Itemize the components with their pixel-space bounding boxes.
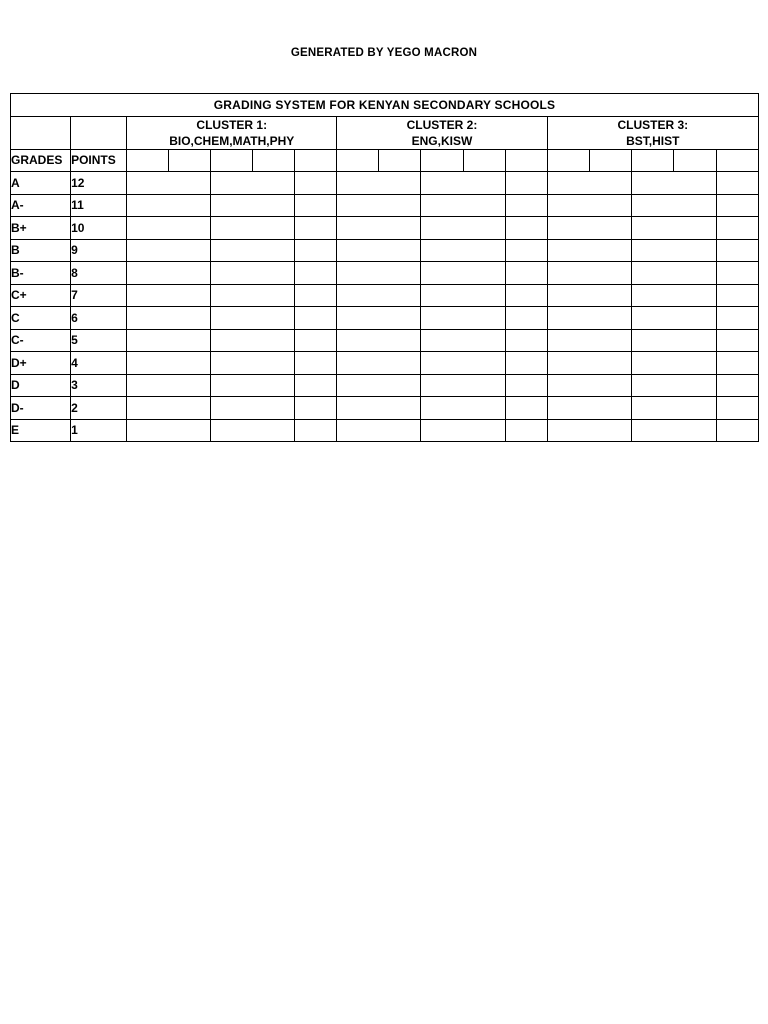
blank-cell — [253, 149, 295, 172]
blank-cell — [505, 397, 547, 420]
blank-cell — [127, 217, 211, 240]
blank-cell — [421, 397, 505, 420]
points-cell: 5 — [71, 329, 127, 352]
table-row — [11, 262, 759, 285]
blank-cell — [631, 397, 716, 420]
cluster-subjects: BST,HIST — [626, 133, 680, 148]
blank-cell — [631, 217, 716, 240]
points-cell: 4 — [71, 352, 127, 375]
points-cell: 6 — [71, 307, 127, 330]
points-cell: 12 — [71, 172, 127, 195]
blank-cell — [211, 194, 295, 217]
blank-cell — [505, 262, 547, 285]
blank-cell — [421, 307, 505, 330]
grade-cell: A — [11, 172, 71, 195]
grading-table — [10, 93, 759, 442]
cluster-3-header — [547, 116, 758, 149]
cluster-header-row — [11, 116, 759, 149]
blank-cell — [211, 239, 295, 262]
cluster-subjects: BIO,CHEM,MATH,PHY — [169, 133, 295, 148]
blank-cell — [211, 329, 295, 352]
blank-cell — [631, 194, 716, 217]
blank-cell — [127, 149, 169, 172]
table-row — [11, 397, 759, 420]
blank-cell — [295, 172, 337, 195]
blank-cell — [337, 419, 421, 442]
table-row — [11, 374, 759, 397]
blank-cell — [547, 307, 631, 330]
points-cell: 10 — [71, 217, 127, 240]
blank-cell — [505, 374, 547, 397]
grade-cell: E — [11, 419, 71, 442]
blank-cell — [716, 239, 758, 262]
blank-cell — [211, 374, 295, 397]
table-row — [11, 329, 759, 352]
blank-cell — [505, 217, 547, 240]
blank-cell — [295, 149, 337, 172]
blank-cell — [337, 262, 421, 285]
grade-cell: C- — [11, 329, 71, 352]
blank-cell — [295, 217, 337, 240]
blank-cell — [421, 352, 505, 375]
blank-cell — [421, 284, 505, 307]
blank-cell — [421, 262, 505, 285]
blank-cell — [589, 149, 631, 172]
table-row — [11, 284, 759, 307]
blank-cell — [295, 397, 337, 420]
blank-cell — [295, 307, 337, 330]
blank-cell — [379, 149, 421, 172]
blank-cell — [716, 172, 758, 195]
blank-cell — [211, 397, 295, 420]
blank-cell — [211, 172, 295, 195]
blank-cell — [716, 374, 758, 397]
blank-cell — [127, 239, 211, 262]
blank-cell — [337, 397, 421, 420]
points-cell: 7 — [71, 284, 127, 307]
blank-cell — [421, 149, 463, 172]
points-cell: 2 — [71, 397, 127, 420]
cluster-1-header — [127, 116, 337, 149]
blank-cell — [127, 329, 211, 352]
table-row — [11, 419, 759, 442]
grade-cell: B- — [11, 262, 71, 285]
blank-cell — [547, 194, 631, 217]
blank-cell — [295, 284, 337, 307]
blank-cell — [11, 116, 71, 149]
blank-cell — [716, 194, 758, 217]
blank-cell — [547, 217, 631, 240]
grade-cell: D — [11, 374, 71, 397]
blank-cell — [337, 172, 421, 195]
blank-cell — [631, 239, 716, 262]
blank-cell — [421, 329, 505, 352]
blank-cell — [716, 397, 758, 420]
blank-cell — [716, 149, 758, 172]
blank-cell — [295, 352, 337, 375]
blank-cell — [631, 284, 716, 307]
blank-cell — [127, 352, 211, 375]
blank-cell — [127, 262, 211, 285]
blank-cell — [547, 352, 631, 375]
blank-cell — [716, 419, 758, 442]
blank-cell — [127, 172, 211, 195]
blank-cell — [337, 374, 421, 397]
blank-cell — [631, 149, 673, 172]
points-column-header: POINTS — [71, 149, 127, 172]
blank-cell — [211, 284, 295, 307]
blank-cell — [295, 239, 337, 262]
blank-cell — [421, 374, 505, 397]
blank-cell — [547, 329, 631, 352]
points-cell: 1 — [71, 419, 127, 442]
blank-cell — [716, 262, 758, 285]
blank-cell — [716, 352, 758, 375]
blank-cell — [337, 239, 421, 262]
blank-cell — [211, 419, 295, 442]
column-header-row — [11, 149, 759, 172]
title-row — [11, 94, 759, 117]
blank-cell — [547, 172, 631, 195]
table-row — [11, 307, 759, 330]
blank-cell — [127, 374, 211, 397]
blank-cell — [211, 217, 295, 240]
cluster-2-header — [337, 116, 547, 149]
blank-cell — [505, 419, 547, 442]
blank-cell — [547, 284, 631, 307]
blank-cell — [337, 194, 421, 217]
blank-cell — [127, 419, 211, 442]
table-row — [11, 352, 759, 375]
blank-cell — [169, 149, 211, 172]
blank-cell — [211, 262, 295, 285]
blank-cell — [337, 149, 379, 172]
cluster-name: CLUSTER 3: — [617, 117, 689, 132]
blank-cell — [505, 194, 547, 217]
points-cell: 3 — [71, 374, 127, 397]
grade-cell: C — [11, 307, 71, 330]
grade-cell: C+ — [11, 284, 71, 307]
blank-cell — [337, 329, 421, 352]
blank-cell — [337, 352, 421, 375]
blank-cell — [337, 217, 421, 240]
grade-cell: D- — [11, 397, 71, 420]
blank-cell — [631, 172, 716, 195]
blank-cell — [295, 374, 337, 397]
blank-cell — [547, 374, 631, 397]
blank-cell — [337, 307, 421, 330]
points-cell: 9 — [71, 239, 127, 262]
table-row — [11, 172, 759, 195]
blank-cell — [716, 307, 758, 330]
blank-cell — [631, 352, 716, 375]
blank-cell — [631, 374, 716, 397]
blank-cell — [211, 149, 253, 172]
blank-cell — [631, 307, 716, 330]
blank-cell — [127, 284, 211, 307]
blank-cell — [631, 419, 716, 442]
blank-cell — [211, 307, 295, 330]
blank-cell — [505, 239, 547, 262]
blank-cell — [127, 307, 211, 330]
table-row — [11, 217, 759, 240]
cluster-name: CLUSTER 2: — [406, 117, 478, 132]
cluster-subjects: ENG,KISW — [411, 133, 473, 148]
generated-by-text: GENERATED BY YEGO MACRON — [290, 47, 478, 59]
blank-cell — [547, 397, 631, 420]
blank-cell — [421, 194, 505, 217]
grade-cell: D+ — [11, 352, 71, 375]
blank-cell — [716, 284, 758, 307]
blank-cell — [505, 352, 547, 375]
grade-cell: B+ — [11, 217, 71, 240]
grade-cell: B — [11, 239, 71, 262]
grades-column-header: GRADES — [11, 149, 71, 172]
blank-cell — [547, 262, 631, 285]
blank-cell — [295, 194, 337, 217]
blank-cell — [547, 239, 631, 262]
blank-cell — [716, 217, 758, 240]
blank-cell — [295, 329, 337, 352]
cluster-name: CLUSTER 1: — [196, 117, 268, 132]
table-row — [11, 194, 759, 217]
blank-cell — [673, 149, 716, 172]
grade-cell: A- — [11, 194, 71, 217]
blank-cell — [505, 172, 547, 195]
blank-cell — [211, 352, 295, 375]
blank-cell — [71, 116, 127, 149]
blank-cell — [505, 284, 547, 307]
blank-cell — [716, 329, 758, 352]
blank-cell — [421, 419, 505, 442]
blank-cell — [337, 284, 421, 307]
blank-cell — [295, 419, 337, 442]
blank-cell — [295, 262, 337, 285]
table-title: GRADING SYSTEM FOR KENYAN SECONDARY SCHOOLS — [11, 94, 759, 117]
blank-cell — [127, 194, 211, 217]
blank-cell — [421, 172, 505, 195]
blank-cell — [463, 149, 505, 172]
points-cell: 11 — [71, 194, 127, 217]
table-row — [11, 239, 759, 262]
blank-cell — [631, 329, 716, 352]
blank-cell — [631, 262, 716, 285]
blank-cell — [421, 217, 505, 240]
blank-cell — [505, 307, 547, 330]
points-cell: 8 — [71, 262, 127, 285]
blank-cell — [547, 149, 589, 172]
blank-cell — [505, 329, 547, 352]
blank-cell — [505, 149, 547, 172]
blank-cell — [421, 239, 505, 262]
blank-cell — [547, 419, 631, 442]
blank-cell — [127, 397, 211, 420]
